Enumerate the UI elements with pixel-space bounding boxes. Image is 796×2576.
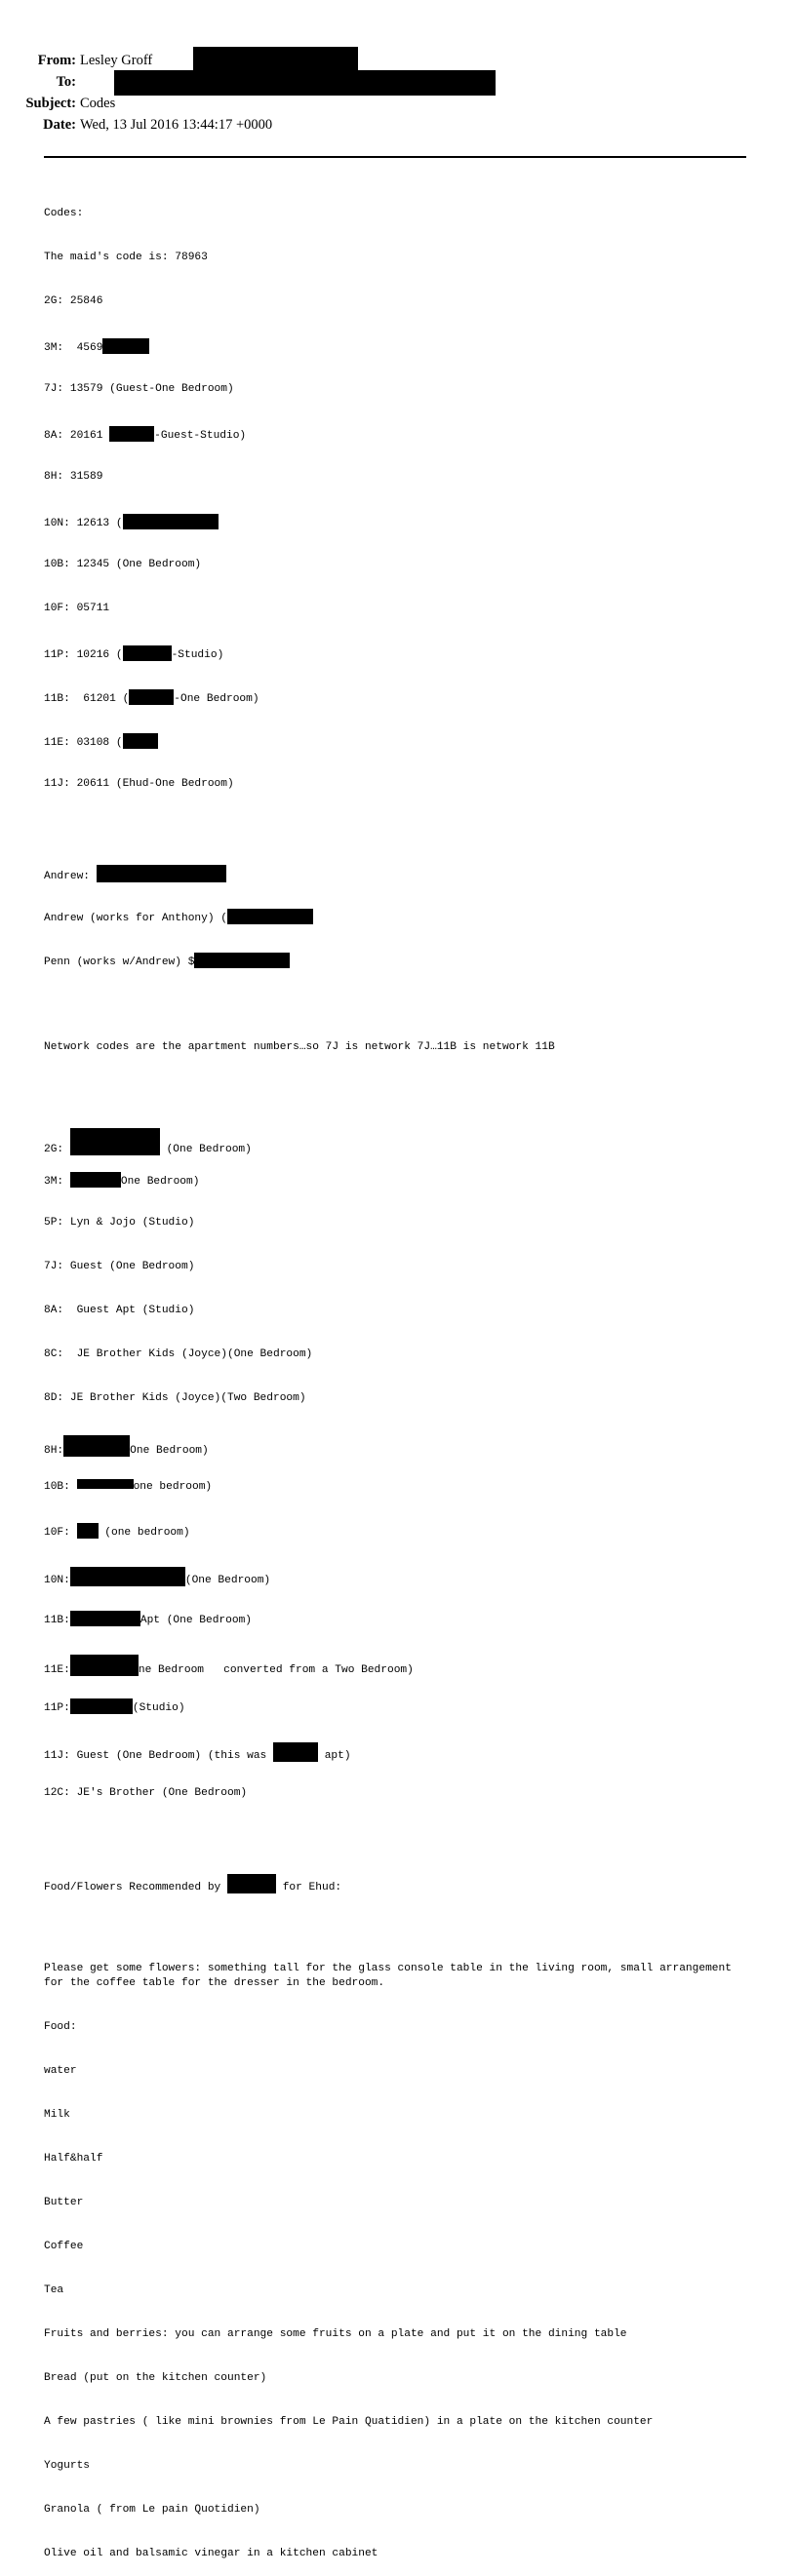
apt-3m: 3M: One Bedroom) [44,1172,766,1187]
apt-12c: 12C: JE's Brother (One Bedroom) [44,1787,248,1799]
apt-8c: 8C: JE Brother Kids (Joyce)(One Bedroom) [44,1348,313,1360]
food-item: Tea [44,2284,64,2296]
food-item: Fruits and berries: you can arrange some fruits on a plate and put it on the dining table [44,2328,627,2340]
code-2g: 2G: 25846 [44,295,103,307]
food-item: Half&half [44,2153,103,2165]
code-11e: 11E: 03108 ( [44,733,766,748]
code-10n: 10N: 12613 ( [44,514,766,528]
redaction [70,1698,133,1714]
date-value: Wed, 13 Jul 2016 13:44:17 +0000 [80,117,273,133]
redaction [70,1655,139,1676]
redaction [227,1874,276,1893]
subject-row [0,96,115,112]
food-item: Yogurts [44,2460,90,2472]
header-divider [44,156,746,158]
to-label: To: [56,74,76,90]
maid-code: The maid's code is: 78963 [44,252,208,263]
redaction [129,689,174,705]
subject-value: Codes [80,96,116,111]
network-note: Network codes are the apartment numbers…so 7J is network 7J…11B is network 11B [44,1041,555,1053]
to-row [0,74,76,91]
contact-andrew-works: Andrew (works for Anthony) ( [44,909,766,923]
redaction [193,47,358,70]
date-label: Date: [43,117,76,133]
food-item: A few pastries ( like mini brownies from Le Pain Quatidien) in a plate on the kitchen counter [44,2416,654,2428]
apt-2g: 2G: (One Bedroom) [44,1128,766,1143]
redaction [123,645,172,661]
apt-8h: 8H: One Bedroom) [44,1435,766,1450]
email-body [44,177,766,2576]
apt-10b: 10B: one bedroom) [44,1481,213,1493]
redaction [70,1172,121,1188]
flowers-note: Please get some flowers: something tall for the glass console table in the living room, small arrangement for the coffee table for the dresser in the bedroom. [44,1963,738,1989]
contact-penn: Penn (works w/Andrew) $ [44,953,766,967]
apt-10n: 10N: (One Bedroom) [44,1567,766,1581]
email-header [0,0,796,146]
apt-11j: 11J: Guest (One Bedroom) (this was apt) [44,1742,766,1757]
from-value: Lesley Groff [80,53,153,68]
food-item: water [44,2065,77,2077]
code-3m: 3M: 4569 [44,338,766,353]
redaction [63,1435,130,1457]
redaction [273,1742,318,1762]
contact-andrew: Andrew: [44,865,766,879]
from-row [0,53,152,69]
food-item: Butter [44,2197,84,2208]
apt-8a: 8A: Guest Apt (Studio) [44,1305,195,1316]
apt-11p: 11P: (Studio) [44,1698,766,1713]
code-11p: 11P: 10216 ( -Studio) [44,645,766,660]
subject-label: Subject: [25,96,76,111]
redaction [109,426,154,442]
redaction [123,514,219,529]
apt-7j: 7J: Guest (One Bedroom) [44,1261,195,1272]
redaction [227,909,313,924]
food-item: Bread (put on the kitchen counter) [44,2372,267,2384]
redaction [70,1611,140,1626]
code-8a: 8A: 20161 -Guest-Studio) [44,426,766,441]
from-label: From: [37,53,76,68]
redaction [70,1128,160,1155]
redaction [123,733,158,749]
food-item: Olive oil and balsamic vinegar in a kitchen cabinet [44,2548,378,2559]
food-heading: Food/Flowers Recommended by for Ehud: [44,1874,766,1889]
code-11b: 11B: 61201 ( -One Bedroom) [44,689,766,704]
code-7j: 7J: 13579 (Guest-One Bedroom) [44,383,234,395]
code-10b: 10B: 12345 (One Bedroom) [44,559,202,570]
apt-11b: 11B: Apt (One Bedroom) [44,1611,766,1625]
redaction [114,70,496,96]
code-8h: 8H: 31589 [44,471,103,483]
food-item: Milk [44,2109,70,2121]
redaction [194,953,290,968]
apt-8d: 8D: JE Brother Kids (Joyce)(Two Bedroom) [44,1392,306,1404]
food-item: Granola ( from Le pain Quotidien) [44,2504,260,2516]
code-10f: 10F: 05711 [44,603,110,614]
redaction [102,338,149,354]
redaction [97,865,226,882]
food-label: Food: [44,2021,77,2033]
apt-5p: 5P: Lyn & Jojo (Studio) [44,1217,195,1229]
codes-heading: Codes: [44,208,84,219]
redaction [70,1567,185,1586]
apt-11e: 11E: ne Bedroom converted from a Two Bedroom) [44,1655,766,1669]
apt-10f: 10F: (one bedroom) [44,1523,766,1538]
food-item: Coffee [44,2241,84,2252]
date-row [0,117,272,134]
redaction [77,1479,134,1489]
redaction [77,1523,99,1539]
code-11j: 11J: 20611 (Ehud-One Bedroom) [44,778,234,790]
